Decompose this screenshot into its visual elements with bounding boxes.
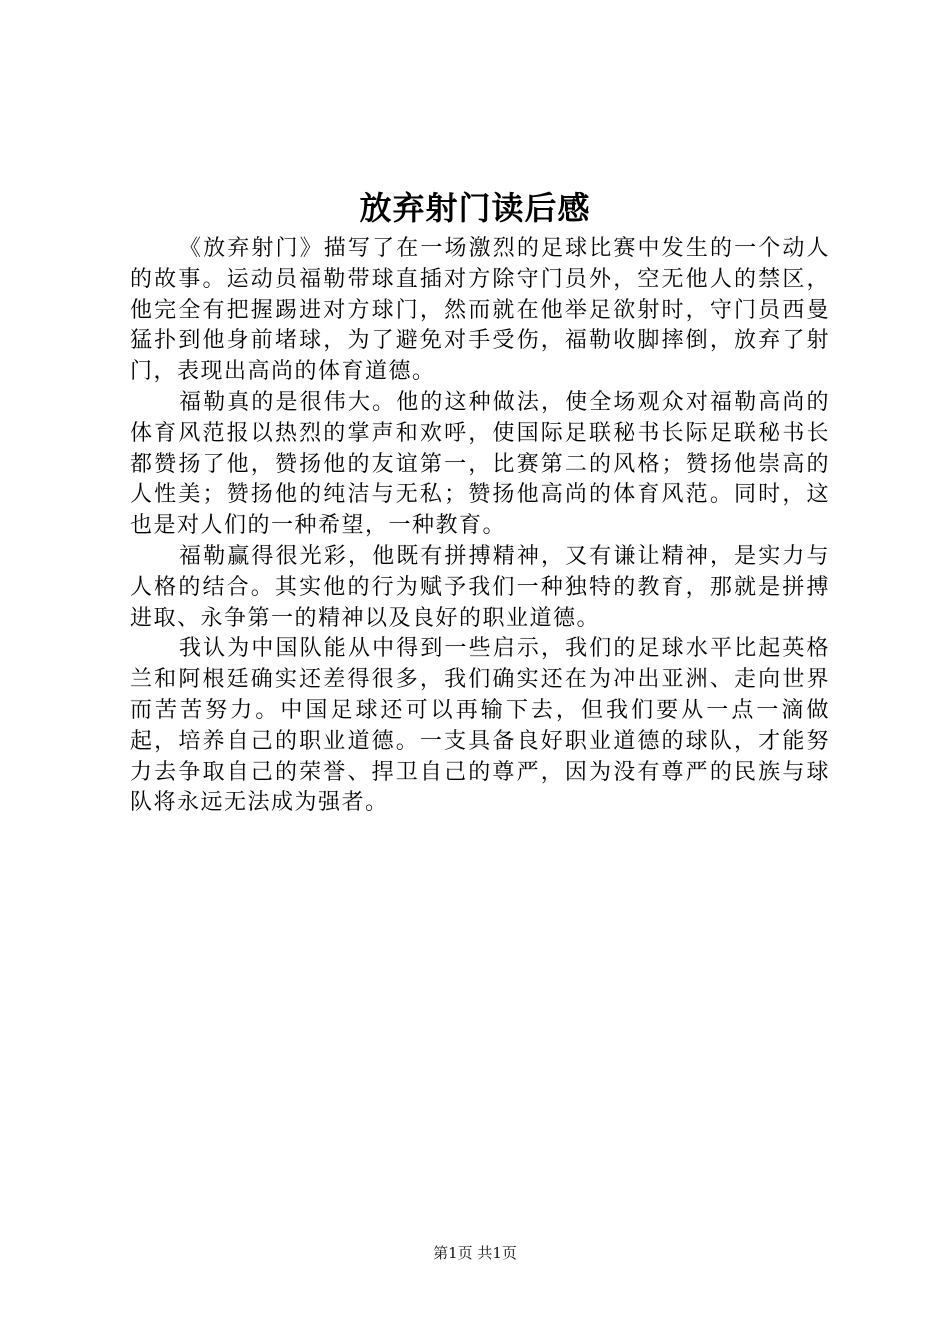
paragraph-3: 福勒赢得很光彩，他既有拼搏精神，又有谦让精神，是实力与人格的结合。其实他的行为赋予我们一种独特的教育，那就是拼搏进取、永争第一的精神以及良好的职业道德。 — [130, 543, 830, 631]
page-footer: 第1页 共1页 — [433, 1244, 517, 1262]
paragraph-4: 我认为中国队能从中得到一些启示，我们的足球水平比起英格兰和阿根廷确实还差得很多，我们确实还在为冲出亚洲、走向世界而苦苦努力。中国足球还可以再输下去，但我们要从一点一滴做起，培养自己的职业道德。一支具备良好职业道德的球队，才能努力去争取自己的荣誉、捍卫自己的尊严，因为没有尊严的民族与球队将永远无法成为强者。 — [130, 636, 830, 816]
paragraph-2: 福勒真的是很伟大。他的这种做法，使全场观众对福勒高尚的体育风范报以热烈的掌声和欢呼，使国际足联秘书长际足联秘书长都赞扬了他，赞扬他的友谊第一，比赛第二的风格；赞扬他崇高的人性美；赞扬他的纯洁与无私；赞扬他高尚的体育风范。同时，这也是对人们的一种希望，一种教育。 — [130, 389, 830, 539]
document-body — [130, 234, 830, 819]
document-title: 放弃射门读后感 — [359, 189, 591, 227]
paragraph-1: 《放弃射门》描写了在一场激烈的足球比赛中发生的一个动人的故事。运动员福勒带球直插对方除守门员外，空无他人的禁区，他完全有把握踢进对方球门，然而就在他举足欲射时，守门员西曼猛扑到他身前堵球，为了避免对手受伤，福勒收脚摔倒，放弃了射门，表现出高尚的体育道德。 — [130, 236, 830, 385]
